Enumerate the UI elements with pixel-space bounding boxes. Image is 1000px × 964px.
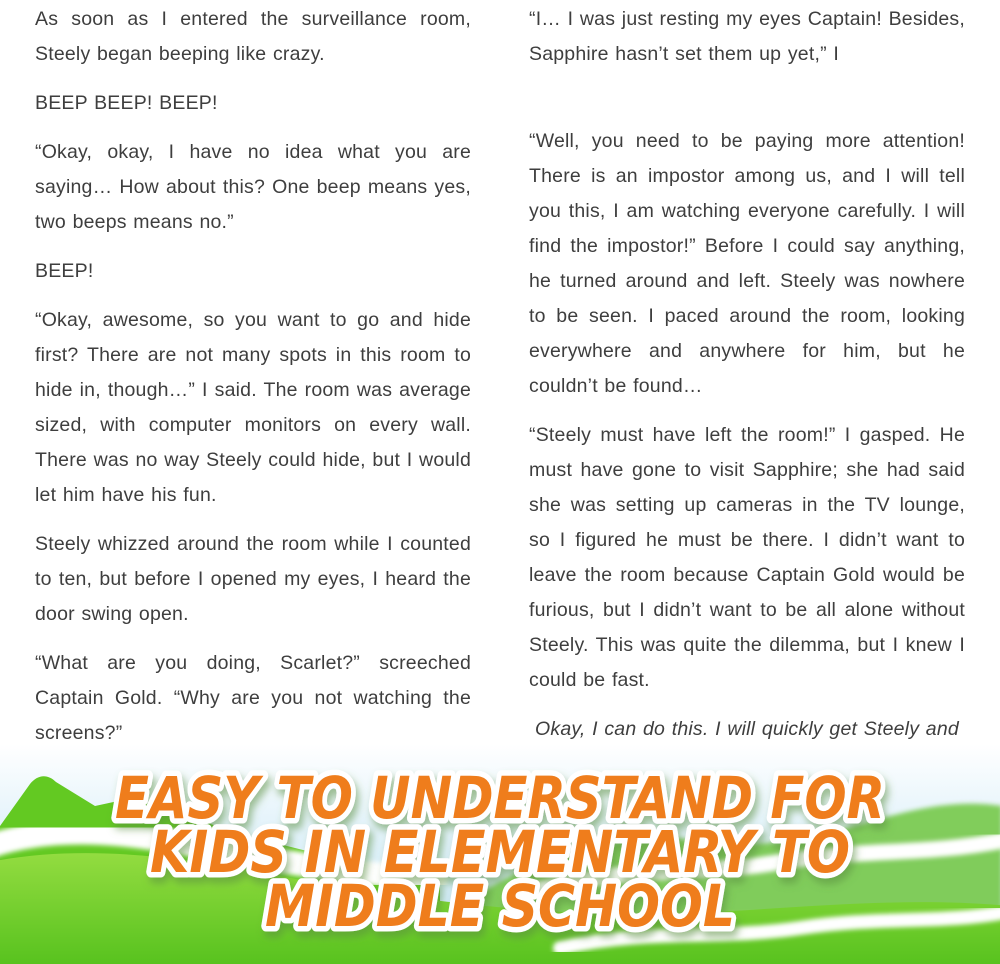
paragraph: “I… I was just resting my eyes Captain! Besides, Sapphire hasn’t set them up yet,” I (529, 8, 965, 65)
banner-line-1: EASY TO UNDERSTAND FOR (115, 764, 885, 832)
promo-banner (0, 744, 1000, 964)
paragraph: “What are you doing, Scarlet?” screeched Captain Gold. “Why are you not watching the screens?” (35, 652, 471, 744)
paragraph: “Well, you need to be paying more attention! There is an impostor among us, and I will tell you this, I am watching everyone carefully. I will find the impostor!” Before I could say anything, he turned around and left. Steely was nowhere to be seen. I paced around the room, looking everywhere and anywhere for him, but he couldn’t be found… (529, 130, 965, 397)
banner-illustration (0, 744, 1000, 964)
paragraph: BEEP BEEP! BEEP! (35, 92, 218, 114)
right-column (529, 0, 965, 765)
paragraph: Steely whizzed around the room while I counted to ten, but before I opened my eyes, I heard the door swing open. (35, 533, 471, 625)
paragraph-italic-thought: Okay, I can do this. I will quickly get Steely and (535, 718, 959, 740)
paragraph: “Steely must have left the room!” I gasped. He must have gone to visit Sapphire; she had said she was setting up cameras in the TV lounge, so I figured he must be there. I didn’t want to leave the room because Captain Gold would be furious, but I didn’t want to be all alone without Steely. This was quite the dilemma, but I knew I could be fast. (529, 424, 965, 691)
banner-line-2: KIDS IN ELEMENTARY TO (150, 818, 850, 886)
paragraph: “Okay, okay, I have no idea what you are saying… How about this? One beep means yes, two beeps means no.” (35, 141, 471, 233)
left-column (35, 0, 471, 765)
paragraph: As soon as I entered the surveillance room, Steely began beeping like crazy. (35, 8, 471, 65)
book-page-text (35, 0, 965, 765)
banner-line-3: MIDDLE SCHOOL (265, 872, 735, 940)
paragraph: BEEP! (35, 260, 94, 282)
paragraph: “Okay, awesome, so you want to go and hide first? There are not many spots in this room to hide in, though…” I said. The room was average sized, with computer monitors on every wall. There was no way Steely could hide, but I would let him have his fun. (35, 309, 471, 506)
